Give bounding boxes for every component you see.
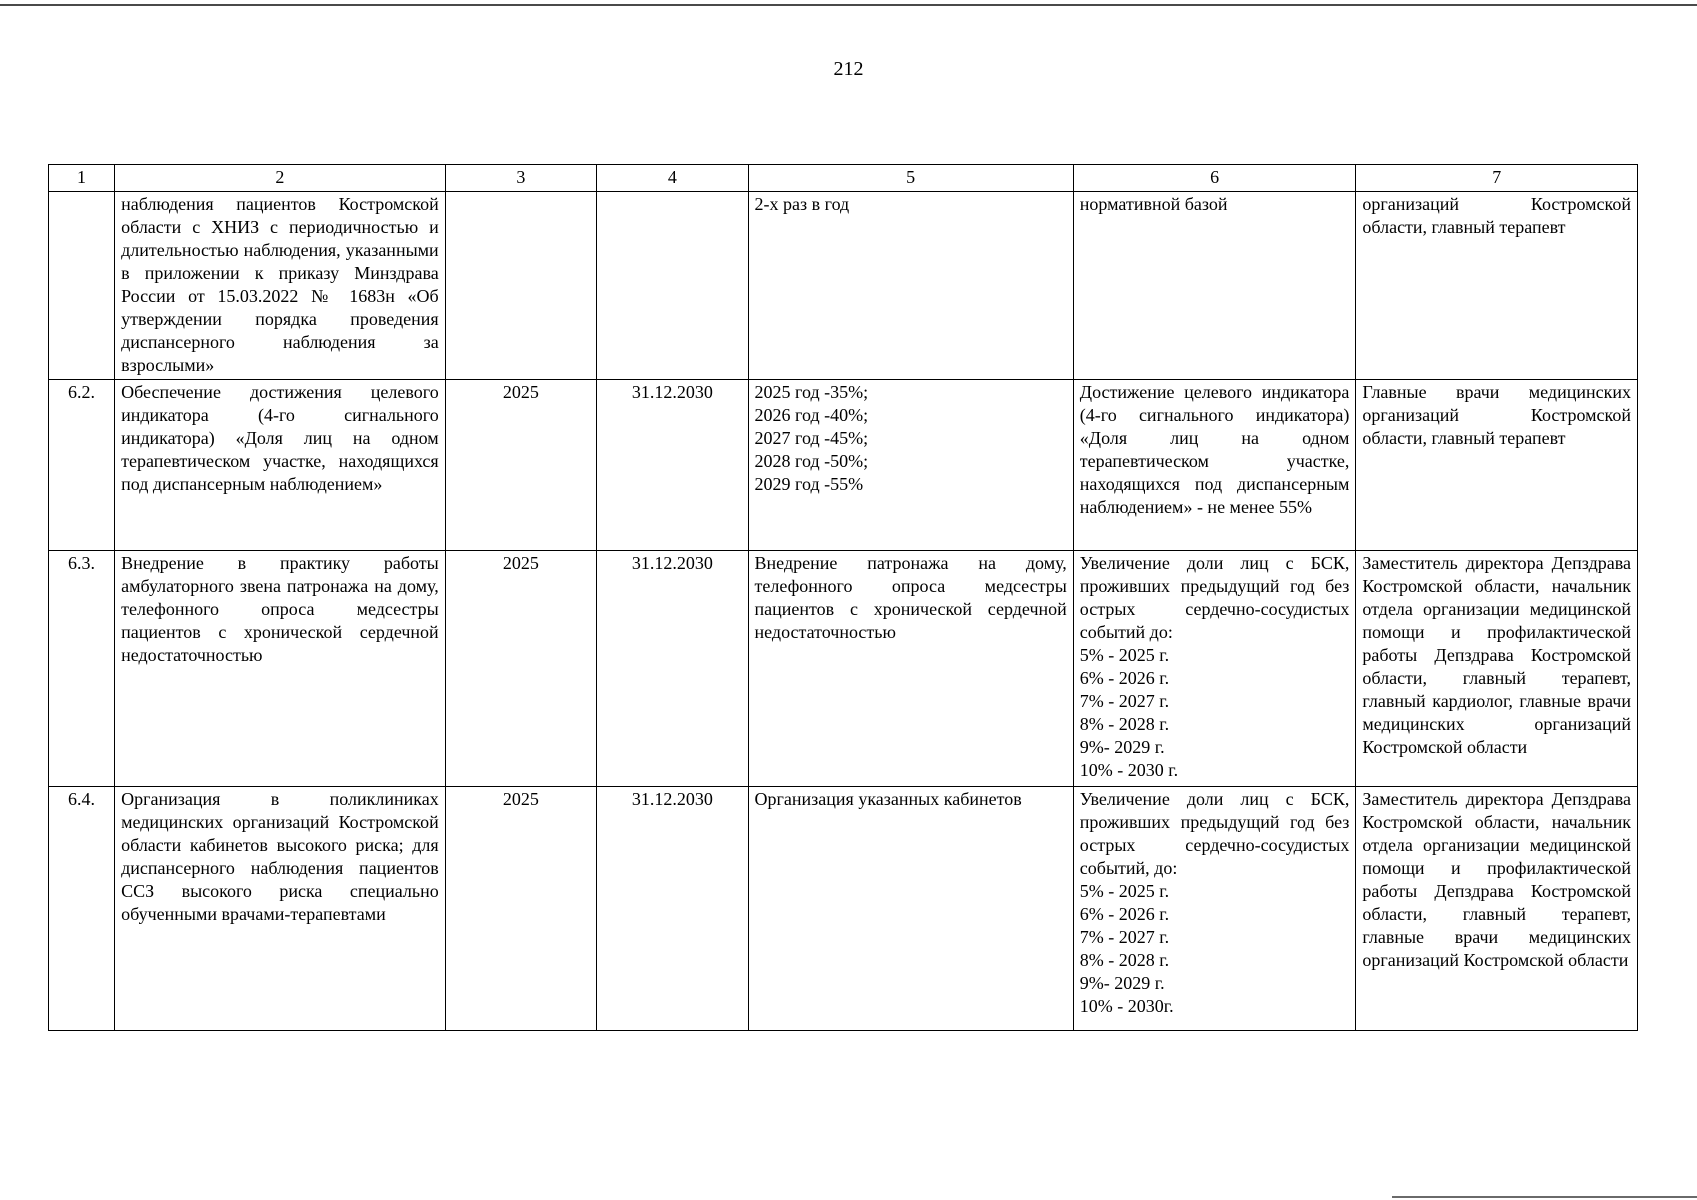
row-result: Внедрение патронажа на дому, телефонного опроса медсестры пациентов с хронической сердечной недостаточностью <box>748 551 1073 787</box>
row-responsible: Заместитель директора Депздрава Костромской области, начальник отдела организации медицинской помощи и профилактической работы Депздрава Костромской области, главный терапевт, главный кардиолог, главные врачи медицинских организаций Костромской области <box>1356 551 1638 787</box>
scan-top-edge <box>0 4 1697 6</box>
table-row <box>49 380 1638 551</box>
row-end: 31.12.2030 <box>597 551 748 787</box>
header-cell: 7 <box>1356 165 1638 192</box>
row-number: 6.4. <box>49 787 115 1031</box>
result-line: 2027 год -45%; <box>754 428 869 448</box>
row-number: 6.2. <box>49 380 115 551</box>
row-action: Организация в поликлиниках медицинских организаций Костромской области кабинетов высокого риска; для диспансерного наблюдения пациентов ССЗ высокого риска специально обученными врачами-терапевтами <box>115 787 446 1031</box>
result-line: 2029 год -55% <box>754 474 864 494</box>
result-line: 2026 год -40%; <box>754 405 869 425</box>
row-result: Организация указанных кабинетов <box>748 787 1073 1031</box>
row-start: 2025 <box>445 551 596 787</box>
row-result <box>748 380 1073 551</box>
row-indicator <box>1073 551 1356 787</box>
indicator-line: 8% - 2028 г. <box>1079 950 1170 970</box>
header-cell: 1 <box>49 165 115 192</box>
row-indicator: нормативной базой <box>1073 192 1356 380</box>
header-cell: 5 <box>748 165 1073 192</box>
indicator-line: 5% - 2025 г. <box>1079 645 1170 665</box>
row-responsible: Главные врачи медицинских организаций Костромской области, главный терапевт <box>1356 380 1638 551</box>
indicator-line: 10% - 2030 г. <box>1079 760 1179 780</box>
header-cell: 2 <box>115 165 446 192</box>
row-end: 31.12.2030 <box>597 380 748 551</box>
row-start <box>445 192 596 380</box>
indicator-line: 5% - 2025 г. <box>1079 881 1170 901</box>
page-number: 212 <box>833 58 864 80</box>
table-header-row <box>49 165 1638 192</box>
row-responsible: Заместитель директора Депздрава Костромской области, начальник отдела организации медицинской помощи и профилактической работы Депздрава Костромской области, главный терапевт, главные врачи медицинских организаций Костромской области <box>1356 787 1638 1031</box>
row-action: Внедрение в практику работы амбулаторного звена патронажа на дому, телефонного опроса медсестры пациентов с хронической сердечной недостаточностью <box>115 551 446 787</box>
indicator-line: 7% - 2027 г. <box>1079 691 1170 711</box>
row-action: Обеспечение достижения целевого индикатора (4-го сигнального индикатора) «Доля лиц на одном терапевтическом участке, находящихся под диспансерным наблюдением» <box>115 380 446 551</box>
row-end <box>597 192 748 380</box>
indicator-line: 9%- 2029 г. <box>1079 973 1165 993</box>
row-responsible: организаций Костромской области, главный терапевт <box>1356 192 1638 380</box>
row-number: 6.3. <box>49 551 115 787</box>
header-cell: 6 <box>1073 165 1356 192</box>
indicator-line: 7% - 2027 г. <box>1079 927 1170 947</box>
table-row <box>49 551 1638 787</box>
result-line: 2025 год -35%; <box>754 382 869 402</box>
row-indicator: Достижение целевого индикатора (4-го сигнального индикатора) «Доля лиц на одном терапевтическом участке, находящихся под диспансерным наблюдением» - не менее 55% <box>1073 380 1356 551</box>
row-end: 31.12.2030 <box>597 787 748 1031</box>
row-action: наблюдения пациентов Костромской области с ХНИЗ с периодичностью и длительностью наблюдения, указанными в приложении к приказу Минздрава России от 15.03.2022 № 1683н «Об утверждении порядка проведения диспансерного наблюдения за взрослыми» <box>115 192 446 380</box>
scan-bottom-edge <box>1392 1196 1697 1198</box>
row-number <box>49 192 115 380</box>
result-line: 2028 год -50%; <box>754 451 869 471</box>
indicator-intro: Увеличение доли лиц с БСК, проживших предыдущий год без острых сердечно-сосудистых событий до: <box>1079 553 1350 642</box>
table-row <box>49 192 1638 380</box>
indicator-intro: Увеличение доли лиц с БСК, проживших предыдущий год без острых сердечно-сосудистых событий, до: <box>1079 789 1350 878</box>
row-indicator <box>1073 787 1356 1031</box>
row-result: 2-х раз в год <box>748 192 1073 380</box>
header-cell: 3 <box>445 165 596 192</box>
table-row <box>49 787 1638 1031</box>
measures-table <box>48 164 1638 1031</box>
indicator-line: 9%- 2029 г. <box>1079 737 1165 757</box>
indicator-line: 6% - 2026 г. <box>1079 668 1170 688</box>
indicator-line: 6% - 2026 г. <box>1079 904 1170 924</box>
indicator-line: 8% - 2028 г. <box>1079 714 1170 734</box>
indicator-line: 10% - 2030г. <box>1079 996 1174 1016</box>
header-cell: 4 <box>597 165 748 192</box>
row-start: 2025 <box>445 380 596 551</box>
row-start: 2025 <box>445 787 596 1031</box>
